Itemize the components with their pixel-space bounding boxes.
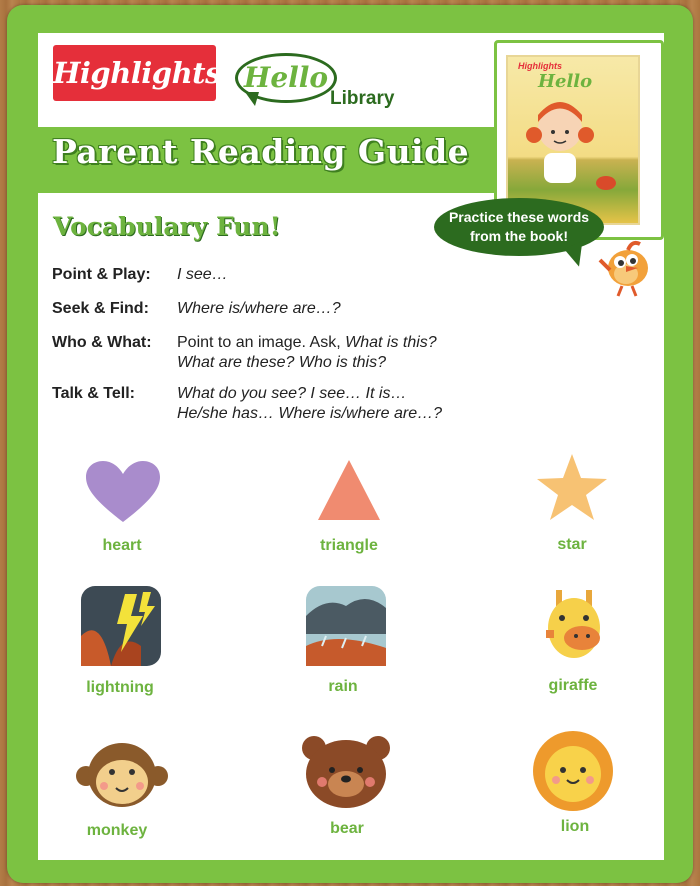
practice-line-2: from the book! bbox=[470, 228, 568, 244]
hello-bubble-tail bbox=[245, 92, 259, 106]
prompt-label: Point & Play: bbox=[52, 266, 151, 283]
prompt-text bbox=[177, 333, 437, 373]
word-label: heart bbox=[102, 537, 142, 554]
hello-logo: Hello bbox=[235, 53, 337, 103]
word-label: lion bbox=[560, 818, 590, 835]
word-label: bear bbox=[330, 820, 364, 837]
heart-icon bbox=[84, 460, 162, 524]
bear-icon bbox=[300, 732, 392, 810]
prompt-text: I see… bbox=[177, 266, 228, 283]
prompt-label: Seek & Find: bbox=[52, 300, 149, 317]
prompt-label: Who & What: bbox=[52, 334, 152, 351]
prompt-text-line2: What are these? Who is this? bbox=[177, 354, 386, 371]
bird-icon bbox=[598, 230, 660, 300]
prompt-text-italic: What is this? bbox=[345, 334, 437, 351]
triangle-icon bbox=[316, 458, 382, 522]
highlights-logo: Highlights bbox=[53, 45, 216, 101]
word-label: lightning bbox=[86, 679, 154, 696]
practice-line-1: Practice these words bbox=[448, 209, 590, 225]
star-icon bbox=[535, 452, 609, 522]
giraffe-icon bbox=[540, 588, 610, 666]
rain-icon bbox=[306, 586, 386, 666]
prompt-text bbox=[177, 384, 442, 424]
lion-icon bbox=[530, 730, 616, 812]
page-title: Parent Reading Guide bbox=[52, 132, 470, 171]
prompt-text-plain: Point to an image. Ask, bbox=[177, 334, 346, 351]
word-label: monkey bbox=[86, 822, 148, 839]
prompt-text-line2: He/she has… Where is/where are…? bbox=[177, 405, 442, 422]
prompt-text: Where is/where are…? bbox=[177, 300, 341, 317]
monkey-icon bbox=[76, 740, 168, 810]
vocabulary-heading: Vocabulary Fun! bbox=[53, 212, 281, 241]
word-label: rain bbox=[328, 678, 358, 695]
prompt-text-line1: What do you see? I see… It is… bbox=[177, 385, 407, 402]
word-label: giraffe bbox=[548, 677, 598, 694]
cover-title: Hello bbox=[538, 71, 593, 92]
lightning-icon bbox=[81, 586, 161, 666]
cover-logo: Highlights bbox=[518, 61, 562, 71]
word-label: triangle bbox=[320, 537, 378, 554]
prompt-label: Talk & Tell: bbox=[52, 385, 135, 402]
library-label: Library bbox=[330, 88, 395, 109]
word-label: star bbox=[557, 536, 587, 553]
